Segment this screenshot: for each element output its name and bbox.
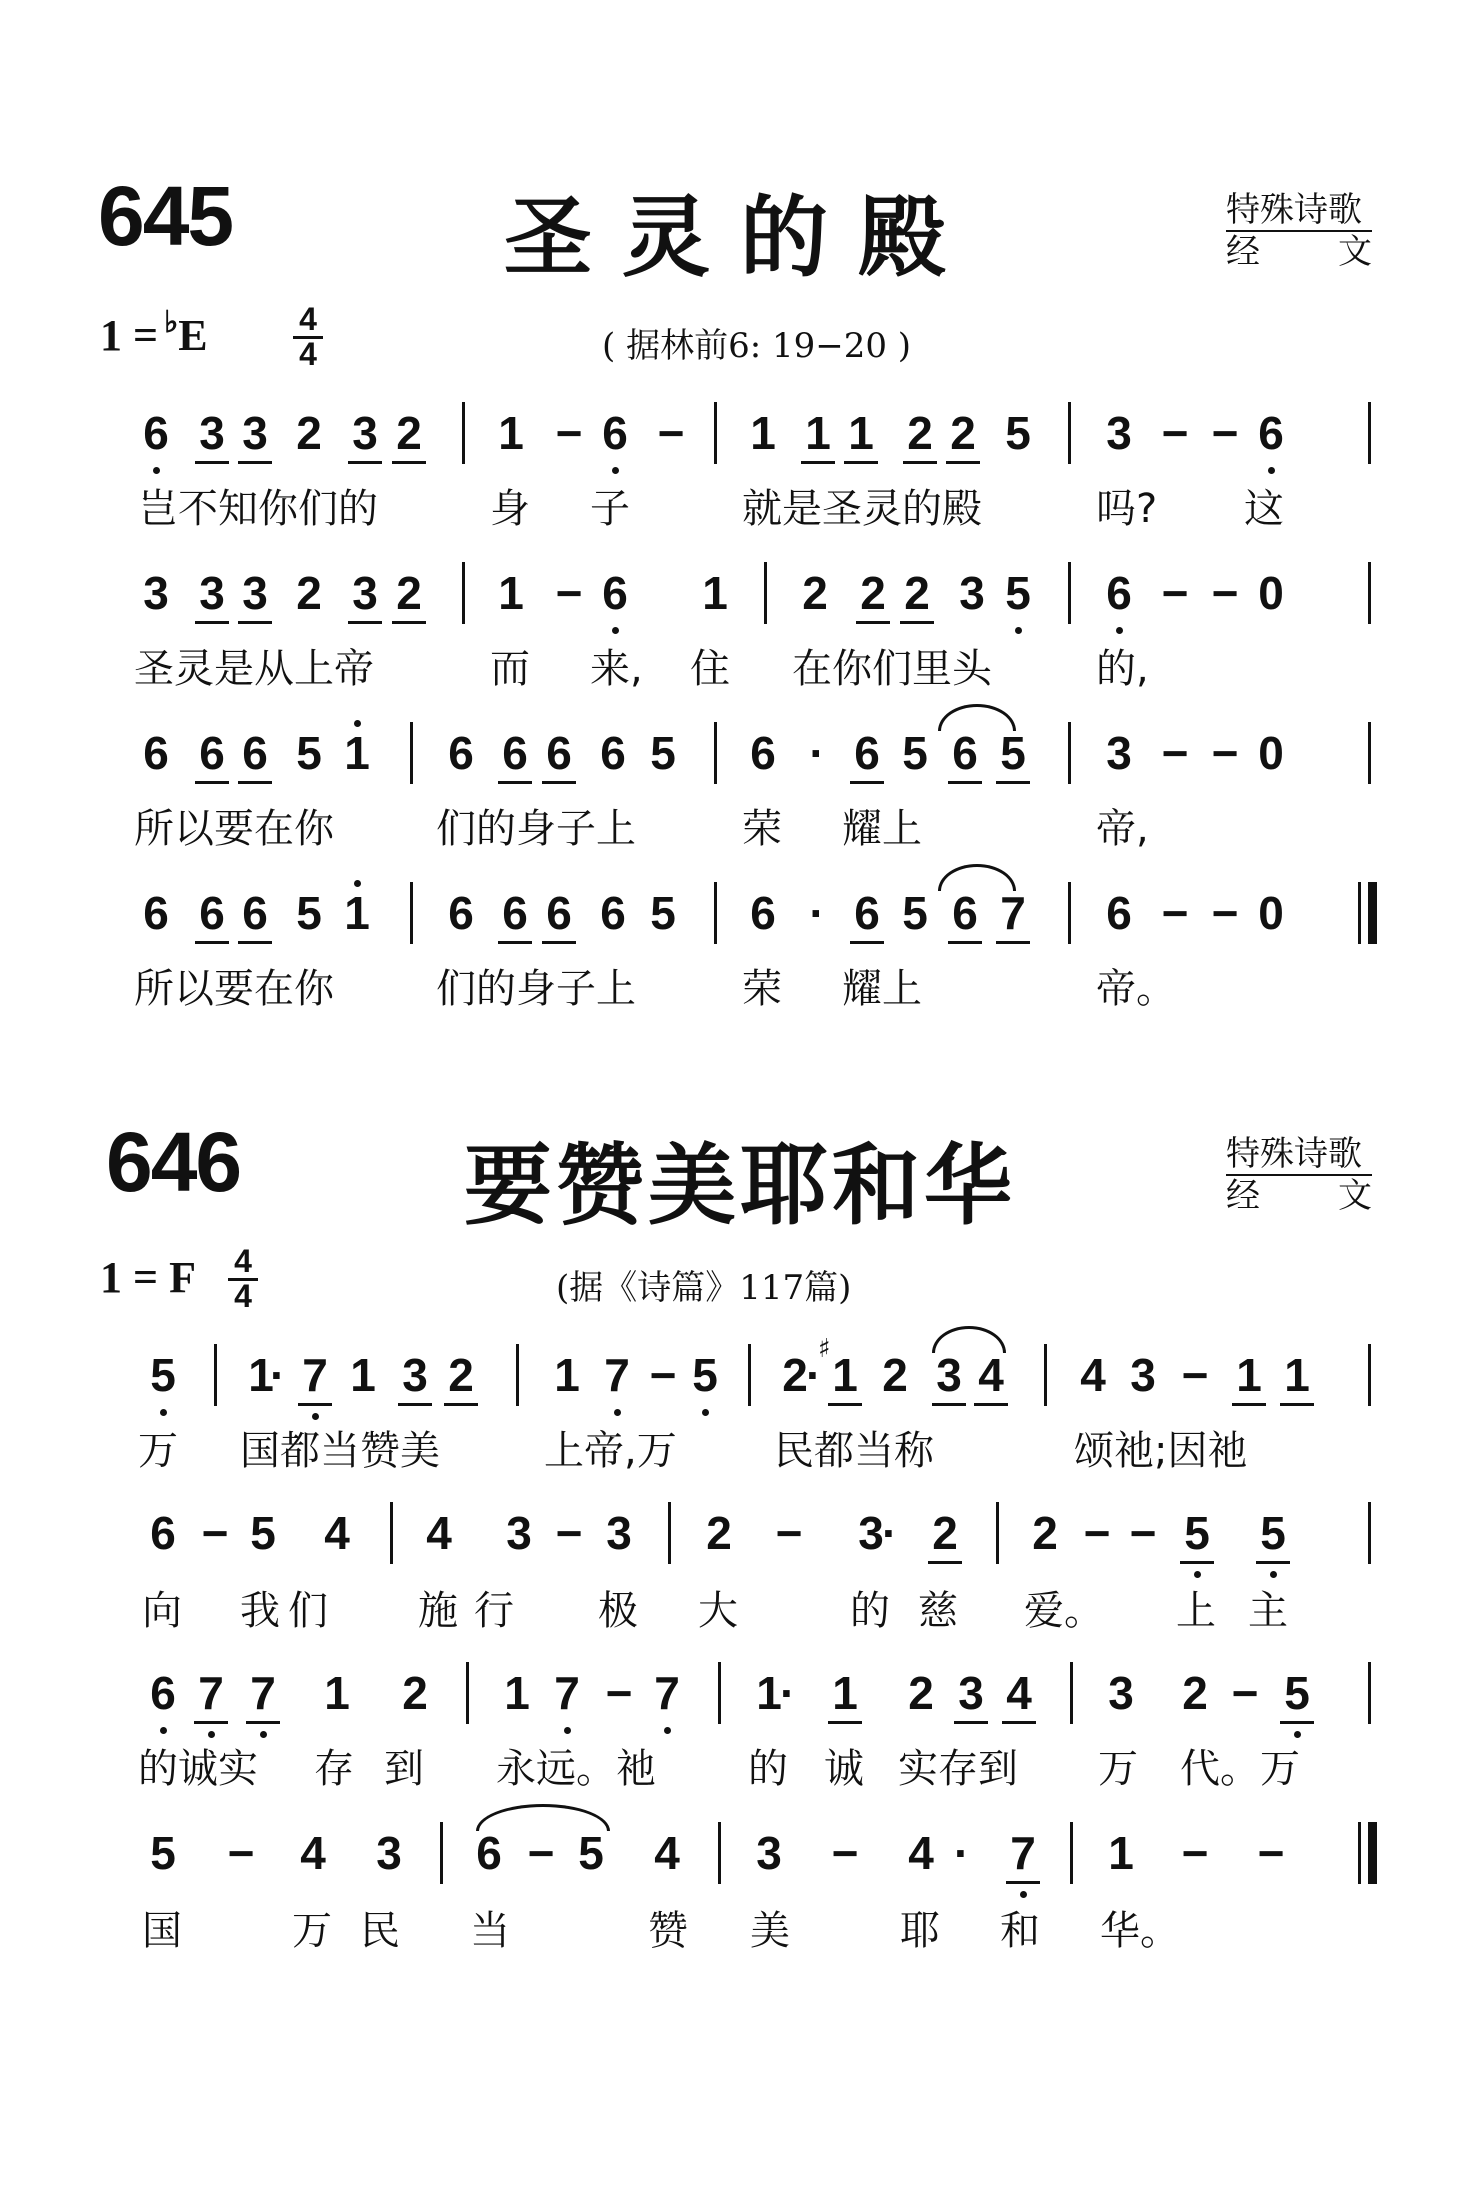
note: 3 [956, 1666, 986, 1720]
barline [1068, 562, 1071, 624]
dash: − [227, 1827, 255, 1879]
note: 3 [1106, 407, 1132, 459]
note: 3 [240, 406, 270, 460]
note: 2 [402, 1667, 428, 1719]
note: 7 [300, 1348, 330, 1402]
note: 5 [296, 727, 322, 779]
lyric: 万民 [292, 1908, 428, 1954]
lyric: 就是圣灵的殿 [742, 486, 982, 532]
lyrics-row [0, 1426, 1476, 1486]
note-high-1: 1 [342, 726, 372, 780]
lyric: 诚 [824, 1746, 864, 1792]
notation-row [0, 1826, 1476, 1886]
note: 6 [143, 887, 169, 939]
lyric: 万 [138, 1428, 178, 1474]
lyric: 来, [590, 646, 643, 692]
note: 6 [950, 886, 980, 940]
lyric: 极 [598, 1588, 638, 1634]
meter-top: 4 [293, 304, 323, 339]
dash: − [1211, 727, 1239, 779]
lyric: 向 [142, 1588, 182, 1634]
lyrics-row [0, 484, 1476, 544]
note: 3 [858, 1507, 884, 1559]
lyric: 万 [1098, 1746, 1138, 1792]
dash: − [775, 1507, 803, 1559]
note: 1 [324, 1667, 350, 1719]
barline [1070, 1662, 1073, 1724]
note: 2 [882, 1349, 908, 1401]
notation-row [0, 1334, 1476, 1408]
lyric: 荣 [742, 966, 782, 1012]
note: 2 [802, 567, 828, 619]
note: 5 [902, 887, 928, 939]
notation-row [0, 406, 1476, 466]
dash: − [1257, 1827, 1285, 1879]
note: 6 [150, 1507, 176, 1559]
barline [1068, 722, 1071, 784]
note: 6 [476, 1827, 502, 1879]
dash: − [1161, 567, 1189, 619]
dash: − [201, 1507, 229, 1559]
barline [996, 1502, 999, 1564]
dot: · [780, 1667, 796, 1719]
key-note: F [169, 1253, 196, 1302]
dash: − [657, 407, 685, 459]
lyric: 圣灵是从上帝 [134, 646, 374, 692]
dash: − [649, 1349, 677, 1401]
note: 0 [1258, 887, 1284, 939]
barline [462, 402, 465, 464]
note: 3 [240, 566, 270, 620]
note: 1 [350, 1349, 376, 1401]
barline [214, 1344, 217, 1406]
lyric: 爱。 [1024, 1588, 1104, 1634]
note: 6 [544, 886, 574, 940]
dash: − [527, 1827, 555, 1879]
note: 4 [908, 1827, 934, 1879]
note: 1 [830, 1348, 860, 1402]
lyric: 耶 [900, 1908, 940, 1954]
note: 2 [394, 406, 424, 460]
time-signature [293, 301, 323, 372]
barline [1044, 1344, 1047, 1406]
lyrics-row [0, 1744, 1476, 1804]
hymn-646 [0, 1080, 1476, 2180]
lyric: 永远。祂 [496, 1746, 656, 1792]
note: 6 [852, 886, 882, 940]
dash: − [605, 1667, 633, 1719]
note: 5 [902, 727, 928, 779]
lyric: 的, [1096, 646, 1149, 692]
dash: − [831, 1827, 859, 1879]
lyric: 民都当称 [774, 1428, 934, 1474]
lyric: 吗? [1096, 486, 1158, 532]
barline [440, 1822, 443, 1884]
note: 6 [500, 886, 530, 940]
lyric: 在你们里头 [792, 646, 992, 692]
flat-sign: ♭ [164, 306, 179, 339]
note: 1 [756, 1667, 782, 1719]
meter-bottom: 4 [299, 336, 317, 372]
note: 7 [196, 1666, 226, 1720]
note: 1 [498, 407, 524, 459]
note: 3 [143, 567, 169, 619]
note: 6 [197, 886, 227, 940]
notation-row [0, 566, 1476, 626]
lyric: 的 [748, 1746, 788, 1792]
barline [410, 882, 413, 944]
lyric: 而 [490, 646, 530, 692]
note: 5 [1005, 407, 1031, 459]
note: 5 [148, 1348, 178, 1402]
note: 1 [1282, 1348, 1312, 1402]
note: 1 [498, 567, 524, 619]
note: 6 [197, 726, 227, 780]
note: 2 [706, 1507, 732, 1559]
barline [1368, 1502, 1371, 1564]
category-line-2 [1226, 232, 1372, 272]
meter-bottom: 4 [234, 1278, 252, 1314]
note: 2 [902, 566, 932, 620]
note: 6 [448, 727, 474, 779]
category-line-2-a: 经 [1226, 1176, 1260, 1216]
note: 1 [554, 1349, 580, 1401]
key-signature [100, 306, 208, 361]
lyric: 荣 [742, 806, 782, 852]
lyrics-row [0, 804, 1476, 864]
note: 3 [959, 567, 985, 619]
notation-row [0, 886, 1476, 946]
lyric: 们的身子上 [436, 966, 636, 1012]
notation-row [0, 1666, 1476, 1726]
note: 0 [1258, 567, 1284, 619]
barline [1068, 882, 1071, 944]
note: 0 [1258, 727, 1284, 779]
note: 3 [1106, 727, 1132, 779]
dash: − [1161, 727, 1189, 779]
note: 2 [296, 567, 322, 619]
note: 2 [905, 406, 935, 460]
sharp-sign: ♯ [818, 1334, 831, 1364]
note: 5 [150, 1827, 176, 1879]
barline [668, 1502, 671, 1564]
note: 2 [948, 406, 978, 460]
note: 6 [852, 726, 882, 780]
note: 6 [143, 727, 169, 779]
note: 5 [1182, 1506, 1212, 1560]
note: 3 [934, 1348, 964, 1402]
hymn-title: 要赞美耶和华 [463, 1134, 1016, 1237]
lyric: 美 [750, 1908, 790, 1954]
barline [462, 562, 465, 624]
note: 2 [930, 1506, 960, 1560]
note: 5 [650, 727, 676, 779]
lyric: 国都当赞美 [240, 1428, 440, 1474]
barline [1070, 1822, 1073, 1884]
dash: − [1211, 407, 1239, 459]
barline [390, 1502, 393, 1564]
lyric: 国 [142, 1908, 182, 1954]
lyric: 施行 [418, 1588, 530, 1634]
note: 1 [248, 1349, 274, 1401]
lyric: 代。万 [1180, 1746, 1300, 1792]
note: 6 [1106, 887, 1132, 939]
note: 1 [846, 406, 876, 460]
note: 7 [552, 1666, 582, 1720]
lyric: 耀上 [842, 966, 922, 1012]
dash: − [555, 567, 583, 619]
lyric: 身 [490, 486, 530, 532]
note: 6 [1256, 406, 1286, 460]
lyric: 帝。 [1096, 966, 1176, 1012]
note: 3 [350, 566, 380, 620]
note: 6 [141, 406, 171, 460]
note: 6 [448, 887, 474, 939]
note: 6 [240, 886, 270, 940]
barline [718, 1662, 721, 1724]
note: 1 [803, 406, 833, 460]
dot: · [882, 1507, 898, 1559]
note: 4 [324, 1507, 350, 1559]
barline [466, 1662, 469, 1724]
barline [1368, 402, 1371, 464]
lyric: 赞 [648, 1908, 688, 1954]
note: 6 [600, 887, 626, 939]
dash: − [1083, 1507, 1111, 1559]
note: 2 [296, 407, 322, 459]
note: 2 [1182, 1667, 1208, 1719]
note: 7 [998, 886, 1028, 940]
note: 2 [858, 566, 888, 620]
note: 5 [578, 1827, 604, 1879]
hymn-category [1226, 1134, 1372, 1216]
category-line-1: 特殊诗歌 [1226, 1134, 1372, 1176]
barline [1368, 1344, 1371, 1406]
note: 3 [197, 566, 227, 620]
note: 6 [600, 727, 626, 779]
lyric: 上帝,万 [544, 1428, 677, 1474]
note: 6 [950, 726, 980, 780]
lyric: 华。 [1100, 1908, 1180, 1954]
lyric: 子 [590, 486, 630, 532]
dash: − [1211, 887, 1239, 939]
lyric: 住 [690, 646, 730, 692]
dash: − [1211, 567, 1239, 619]
note: 5 [650, 887, 676, 939]
note: 2 [394, 566, 424, 620]
note: 7 [652, 1666, 682, 1720]
key-prefix: 1 = [100, 1253, 159, 1302]
barline [1368, 722, 1371, 784]
note: 3 [506, 1507, 532, 1559]
category-line-1: 特殊诗歌 [1226, 190, 1372, 232]
barline [1368, 1662, 1371, 1724]
barline [1368, 562, 1371, 624]
note: 5 [296, 887, 322, 939]
note: 6 [544, 726, 574, 780]
barline [764, 562, 767, 624]
lyric: 实存到 [898, 1746, 1018, 1792]
dash: − [1129, 1507, 1157, 1559]
barline [714, 882, 717, 944]
hymn-category [1226, 190, 1372, 272]
lyrics-row [0, 1586, 1476, 1646]
lyric: 岂不知你们的 [138, 486, 378, 532]
note: 4 [1080, 1349, 1106, 1401]
note: 5 [250, 1507, 276, 1559]
note: 3 [1108, 1667, 1134, 1719]
hymn-number: 646 [106, 1115, 241, 1209]
key-signature [100, 1252, 196, 1303]
dot: · [954, 1827, 970, 1879]
note: 6 [750, 727, 776, 779]
category-line-2-b: 文 [1338, 232, 1372, 272]
note: 5 [1282, 1666, 1312, 1720]
lyric: 颂祂;因祂 [1074, 1428, 1248, 1474]
note: 3 [400, 1348, 430, 1402]
note: 4 [976, 1348, 1006, 1402]
note: 1 [1108, 1827, 1134, 1879]
note: 4 [426, 1507, 452, 1559]
key-note: E [178, 311, 208, 360]
note: 7 [602, 1348, 632, 1402]
note: 2 [908, 1667, 934, 1719]
dash: − [1161, 407, 1189, 459]
note: 6 [600, 406, 630, 460]
final-barline [1358, 1822, 1361, 1884]
note: 1 [1234, 1348, 1264, 1402]
note: 3 [197, 406, 227, 460]
barline [714, 402, 717, 464]
note: 6 [148, 1666, 178, 1720]
note: 3 [376, 1827, 402, 1879]
note: 1 [750, 407, 776, 459]
dot: · [806, 1349, 822, 1401]
lyric: 存到 [314, 1746, 454, 1792]
dash: − [555, 1507, 583, 1559]
note: 6 [240, 726, 270, 780]
lyric: 所以要在你 [134, 806, 334, 852]
note: 6 [600, 566, 630, 620]
note-high-1: 1 [342, 886, 372, 940]
note: 2 [1032, 1507, 1058, 1559]
note: 7 [248, 1666, 278, 1720]
lyric: 帝, [1096, 806, 1149, 852]
final-barline [1358, 882, 1361, 944]
lyric: 所以要在你 [134, 966, 334, 1012]
barline [748, 1344, 751, 1406]
scripture-reference: (据《诗篇》117篇) [556, 1268, 852, 1308]
note: 5 [690, 1348, 720, 1402]
hymn-645 [0, 0, 1476, 1080]
lyrics-row [0, 964, 1476, 1024]
lyrics-row [0, 1906, 1476, 1966]
note: 2 [446, 1348, 476, 1402]
hymn-number: 645 [98, 169, 233, 263]
meter-top: 4 [228, 1246, 258, 1281]
note: 1 [702, 567, 728, 619]
lyric: 大 [698, 1588, 738, 1634]
note: 6 [500, 726, 530, 780]
lyric: 上主 [1176, 1588, 1320, 1634]
dash: − [555, 407, 583, 459]
notation-row [0, 1506, 1476, 1566]
lyric: 当 [470, 1908, 510, 1954]
barline [410, 722, 413, 784]
note: 6 [1104, 566, 1134, 620]
note: 1 [504, 1667, 530, 1719]
note: 4 [1004, 1666, 1034, 1720]
category-line-2-b: 文 [1338, 1176, 1372, 1216]
note: 2 [782, 1349, 808, 1401]
lyric: 的慈 [850, 1588, 986, 1634]
category-line-2-a: 经 [1226, 232, 1260, 272]
note: 4 [654, 1827, 680, 1879]
note: 6 [750, 887, 776, 939]
dash: − [1181, 1349, 1209, 1401]
barline [1068, 402, 1071, 464]
lyric: 我们 [240, 1588, 336, 1634]
dot: · [270, 1349, 286, 1401]
note: 3 [606, 1507, 632, 1559]
dot: · [809, 887, 825, 939]
dot: · [809, 727, 825, 779]
notation-row [0, 726, 1476, 786]
lyric: 这 [1244, 486, 1284, 532]
scripture-reference: ( 据林前6: 19−20 ) [602, 326, 912, 366]
dash: − [1231, 1667, 1259, 1719]
note: 3 [350, 406, 380, 460]
barline [516, 1344, 519, 1406]
hymn-title: 圣灵的殿 [503, 186, 976, 289]
lyric: 和 [1000, 1908, 1040, 1954]
note: 7 [1008, 1826, 1038, 1880]
note: 3 [1130, 1349, 1156, 1401]
dash: − [1181, 1827, 1209, 1879]
note: 1 [830, 1666, 860, 1720]
lyrics-row [0, 644, 1476, 704]
note: 5 [998, 726, 1028, 780]
note: 5 [1258, 1506, 1288, 1560]
key-prefix: 1 = [100, 311, 159, 360]
time-signature [228, 1243, 258, 1314]
note: 5 [1003, 566, 1033, 620]
note: 3 [756, 1827, 782, 1879]
lyric: 们的身子上 [436, 806, 636, 852]
barline [714, 722, 717, 784]
dash: − [1161, 887, 1189, 939]
note: 4 [300, 1827, 326, 1879]
lyric: 耀上 [842, 806, 922, 852]
category-line-2 [1226, 1176, 1372, 1216]
barline [718, 1822, 721, 1884]
lyric: 的诚实 [138, 1746, 258, 1792]
